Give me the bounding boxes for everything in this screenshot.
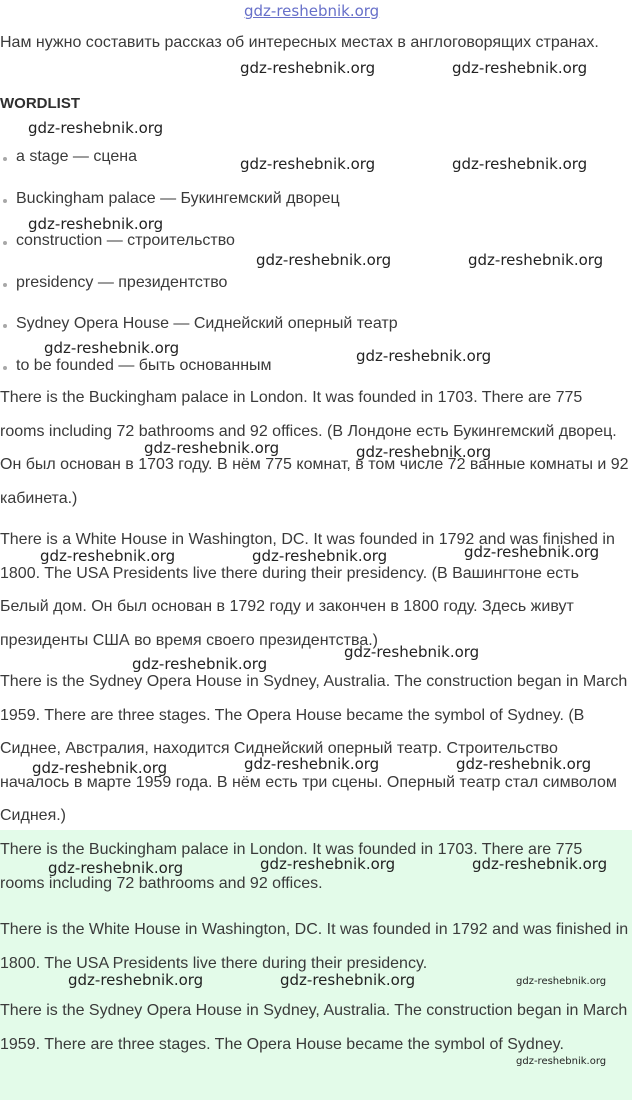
watermark: gdz-reshebnik.org [40, 547, 176, 565]
list-item: to be founded — быть основанным [16, 357, 272, 374]
paragraph-buckingham: There is the Buckingham palace in London. It was founded in 1703. There are 775 rooms including 72 bathrooms and 92 offices. (В Лондоне есть Букингемский дворец. Он был основан в 1703 году. В нём 775 комнат, в том числе 72 ванные комнаты и 92 кабинета.) [0, 389, 629, 507]
watermark: gdz-reshebnik.org [356, 347, 492, 365]
watermark: gdz-reshebnik.org [452, 59, 588, 77]
intro-text: Нам нужно составить рассказ об интересных местах в англоговорящих странах. [0, 34, 599, 51]
watermark: gdz-reshebnik.org [240, 155, 376, 173]
answer-buckingham: There is the Buckingham palace in London. It was founded in 1703. There are 775 rooms including 72 bathrooms and 92 offices. [0, 841, 583, 892]
watermark: gdz-reshebnik.org [32, 759, 168, 777]
watermark: gdz-reshebnik.org [516, 1056, 607, 1067]
watermark: gdz-reshebnik.org [28, 119, 164, 137]
list-item: a stage — сцена [16, 148, 137, 165]
answer-white-house: There is the White House in Washington, DC. It was founded in 1792 and was finished in 1800. The USA Presidents live there during their presidency. [0, 921, 629, 972]
watermark: gdz-reshebnik.org [452, 155, 588, 173]
watermark: gdz-reshebnik.org [252, 547, 388, 565]
watermark: gdz-reshebnik.org [44, 339, 180, 357]
watermark: gdz-reshebnik.org [456, 755, 592, 773]
list-item: construction — строительство [16, 232, 235, 249]
watermark: gdz-reshebnik.org [464, 543, 600, 561]
watermark: gdz-reshebnik.org [260, 855, 396, 873]
watermark: gdz-reshebnik.org [244, 755, 380, 773]
watermark: gdz-reshebnik.org [356, 443, 492, 461]
paragraph-sydney: There is the Sydney Opera House in Sydney, Australia. The construction began in March 1959. There are three stages. The Opera House became the symbol of Sydney. (В Сиднее, Австралия, находится Сиднейский оперный театр. Строительство началось в марте 1959 года. В нём есть три сцены. Оперный театр стал символом Сиднея.) [0, 673, 628, 824]
watermark: gdz-reshebnik.org [280, 971, 416, 989]
watermark: gdz-reshebnik.org [240, 59, 376, 77]
watermark: gdz-reshebnik.org [472, 855, 608, 873]
watermark: gdz-reshebnik.org [28, 215, 164, 233]
watermark: gdz-reshebnik.org [468, 251, 604, 269]
list-item: Buckingham palace — Букингемский дворец [16, 190, 340, 207]
watermark-link[interactable]: gdz-reshebnik.org [244, 2, 380, 20]
watermark: gdz-reshebnik.org [516, 976, 607, 987]
watermark: gdz-reshebnik.org [256, 251, 392, 269]
answer-sydney: There is the Sydney Opera House in Sydney, Australia. The construction began in March 1959. There are three stages. The Opera House became the symbol of Sydney. [0, 1002, 628, 1053]
list-item: presidency — президентство [16, 274, 228, 291]
watermark: gdz-reshebnik.org [48, 859, 184, 877]
watermark: gdz-reshebnik.org [344, 643, 480, 661]
watermark: gdz-reshebnik.org [132, 655, 268, 673]
list-item: Sydney Opera House — Сиднейский оперный театр [16, 315, 398, 332]
watermark: gdz-reshebnik.org [68, 971, 204, 989]
paragraph-white-house: There is a White House in Washington, DC. It was founded in 1792 and was finished in 1800. The USA Presidents live there during their presidency. (В Вашингтоне есть Белый дом. Он был основан в 1792 году и закончен в 1800 году. Здесь живут президенты США во время своего президентства.) [0, 531, 615, 649]
wordlist-title: WORDLIST [0, 95, 80, 112]
watermark: gdz-reshebnik.org [144, 439, 280, 457]
